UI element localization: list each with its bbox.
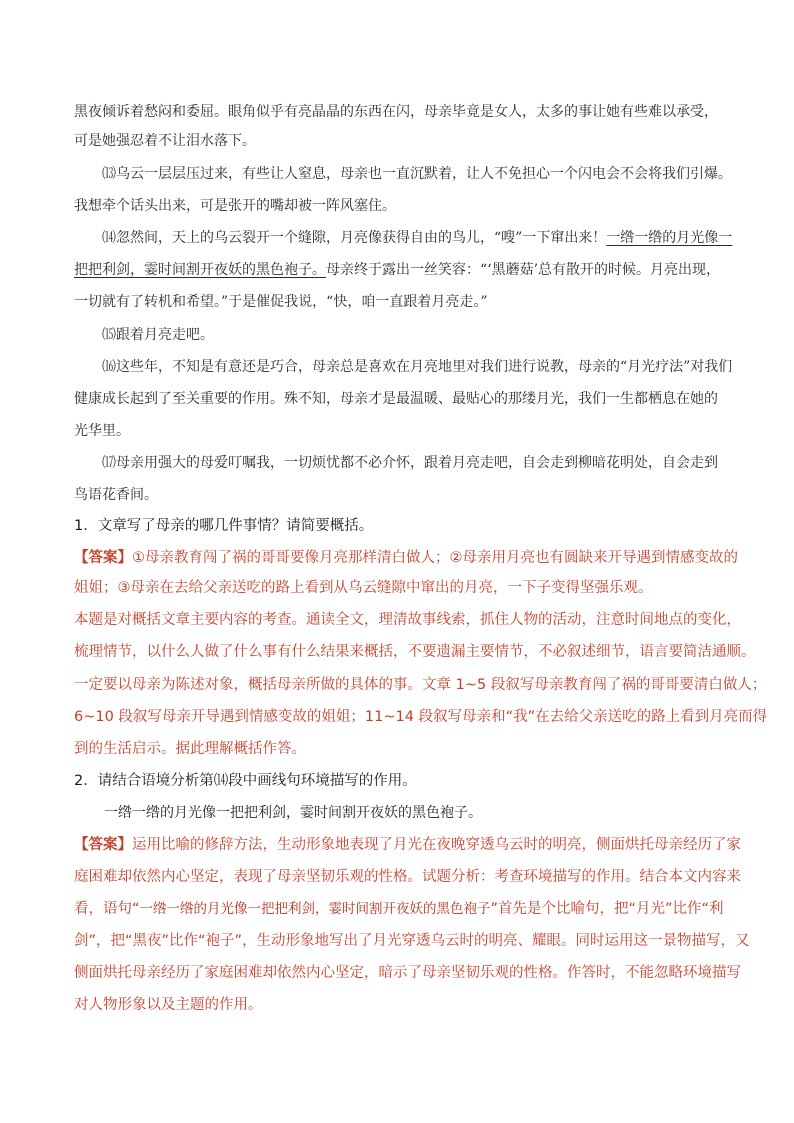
answer-text-line: 侧面烘托母亲经历了家庭困难却依然内心坚定，暗示了母亲坚韧乐观的性格。作答时，不能忽略环境描写: [74, 965, 741, 981]
answer-text-line: [74, 899, 734, 919]
story-text-line: 一切就有了转机和希望。”于是催促我说，“快，咱一直跟着月亮走。”: [74, 294, 488, 310]
underlined-sentence: 把把利剑，霎时间割开夜妖的黑色袍子。: [74, 262, 326, 278]
story-text-line: [74, 260, 734, 280]
answer-text-line: 剑”，把“黑夜”比作“袍子”，生动形象地写出了月光穿透乌云时的明亮、耀眼。同时运用这一景物描写，又: [74, 933, 750, 949]
answer-2: [74, 835, 741, 855]
question-2: 2．请结合语境分析第⒁段中画线句环境描写的作用。: [74, 773, 417, 789]
quoted-sentence: 一绺一绺的月光像一把把利剑，霎时间割开夜妖的黑色袍子。: [104, 805, 482, 821]
question-1: 1．文章写了母亲的哪几件事情？请简要概括。: [74, 518, 374, 534]
underlined-sentence: 一绺一绺的月光像一: [606, 230, 733, 246]
paragraph-13: ⒀乌云一层层压过来，有些让人窒息，母亲也一直沉默着，让人不免担心一个闪电会不会将我们引爆。: [102, 166, 732, 182]
analysis-text-line: 一定要以母亲为陈述对象，概括母亲所做的具体的事。文章 1~5 段叙写母亲教育闯了祸的哥哥要清白做人；: [74, 677, 767, 693]
analysis-text-line: 到的生活启示。据此理解概括作答。: [74, 741, 306, 757]
highlighted-quote: 一绺一绺的月光像一把把利剑，霎时间割开夜妖的黑色袍子: [139, 901, 491, 917]
story-text-line: 光华里。: [74, 423, 130, 439]
story-text: ⒁忽然间，天上的乌云裂开一个缝隙，月亮像获得自由的鸟儿，“嗖”一下窜出来！: [102, 230, 607, 246]
story-text-line: 我想牵个话头出来，可是张开的嘴却被一阵风塞住。: [74, 198, 396, 214]
answer-tag: 【答案】: [74, 837, 132, 853]
paragraph-16: ⒃这些年，不知是有意还是巧合，母亲总是喜欢在月亮地里对我们进行说教，母亲的“月光疗法”对我们: [102, 359, 733, 375]
answer-tag: 【答案】: [74, 550, 132, 566]
paragraph-15: ⒂跟着月亮走吧。: [102, 327, 214, 343]
story-text-line: 黑夜倾诉着愁闷和委屈。眼角似乎有亮晶晶的东西在闪，母亲毕竟是女人，太多的事让她有些难以承受，: [74, 104, 718, 120]
answer-text-line: 姐姐；③母亲在去给父亲送吃的路上看到从乌云缝隙中窜出的月亮，一下子变得坚强乐观。: [74, 580, 653, 596]
answer-text: 运用比喻的修辞方法，生动形象地表现了月光在夜晚穿透乌云时的明亮，侧面烘托母亲经历了家: [132, 837, 741, 853]
story-text-line: 鸟语花香间。: [74, 487, 158, 503]
story-text: 母亲终于露出一丝笑容：“‘黑蘑菇’总有散开的时候。月亮出现，: [326, 262, 721, 278]
analysis-text-line: 6~10 段叙写母亲开导遇到情感变故的姐姐；11~14 段叙写母亲和“我”在去给父亲送吃的路上看到月亮而得: [74, 709, 768, 725]
answer-1: [74, 548, 738, 568]
analysis-text-line: 本题是对概括文章主要内容的考查。通读全文，理清故事线索，抓住人物的活动，注意时间地点的变化，: [74, 612, 741, 628]
answer-text-line: 庭困难却依然内心坚定，表现了母亲坚韧乐观的性格。试题分析：考查环境描写的作用。结合本文内容来: [74, 869, 741, 885]
analysis-text-line: 梳理情节，以什么人做了什么事有什么结果来概括，不要遗漏主要情节，不必叙述细节，语言要简洁通顺。: [74, 644, 756, 660]
story-text-line: 可是她强忍着不让泪水落下。: [74, 133, 256, 149]
answer-text: ”首先是个比喻句，把“月光”比作“利: [490, 901, 724, 917]
paragraph-17: ⒄母亲用强大的母爱叮嘱我，一切烦忧都不必介怀，跟着月亮走吧，自会走到柳暗花明处，自会走到: [102, 455, 718, 471]
answer-text: ①母亲教育闯了祸的哥哥要像月亮那样清白做人；②母亲用月亮也有圆缺来开导遇到情感变故的: [132, 550, 738, 566]
answer-text: 看，语句“: [74, 901, 140, 917]
story-text-line: 健康成长起到了至关重要的作用。殊不知，母亲才是最温暖、最贴心的那缕月光，我们一生都栖息在她的: [74, 391, 718, 407]
paragraph-14: [102, 228, 762, 248]
answer-text-line: 对人物形象以及主题的作用。: [74, 997, 263, 1013]
